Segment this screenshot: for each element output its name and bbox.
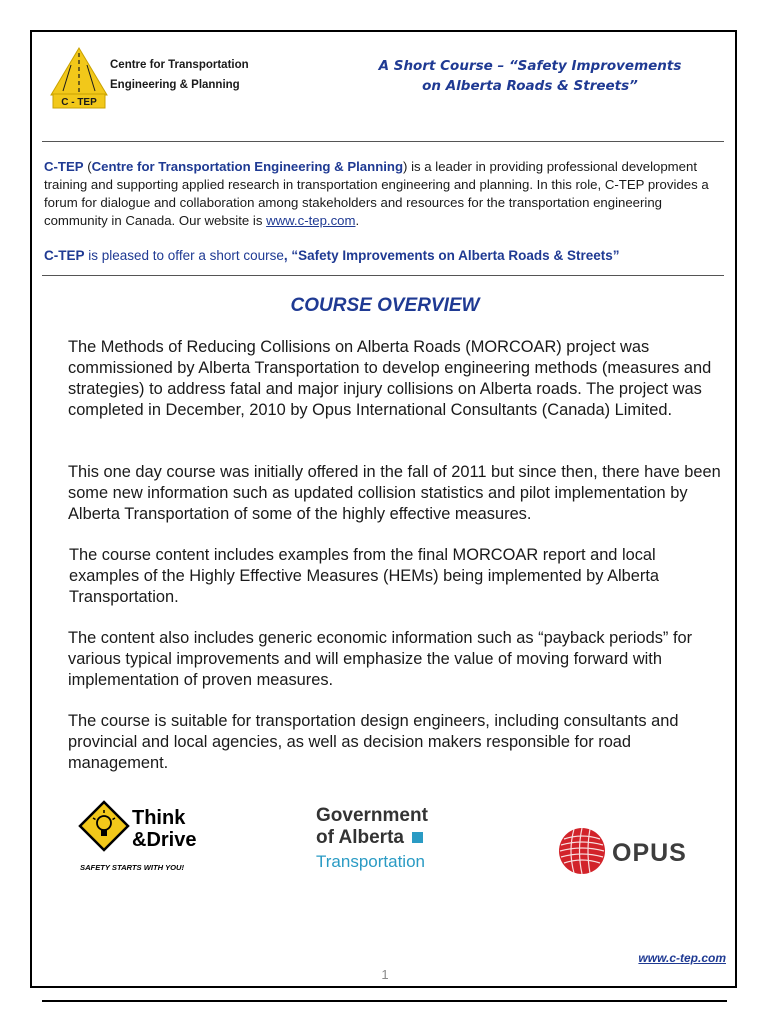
overview-paragraph: The course is suitable for transportation design engineers, including consultants and provincial and local agencies, as well as decision makers responsible for road management. [68,712,679,772]
intro-open-paren: ( [83,159,92,174]
offer-ctep: C-TEP [44,248,85,263]
gov-logo-line-2 [316,827,423,849]
divider-middle [42,275,724,276]
think-drive-line-2: &Drive [132,829,197,851]
ctep-logo [45,45,265,113]
logo-line-2: Engineering & Planning [110,79,240,91]
opus-wordmark: OPUS [612,839,687,867]
alberta-square-icon [412,832,423,843]
intro-paragraph [44,158,724,230]
intro-close-paren: ) [403,159,408,174]
page-number: 1 [381,967,389,982]
intro-ctep: C-TEP [44,159,84,174]
government-of-alberta-logo [316,805,456,875]
overview-paragraph: The content also includes generic economic information such as “payback periods” for various typical improvements and will emphasize the value of moving forward with implementation of proven measures. [68,629,693,689]
offer-course-title: , “Safety Improvements on Alberta Roads & Streets” [283,248,620,263]
think-drive-line-1: Think [132,807,186,829]
intro-full-name: Centre for Transportation Engineering & Planning [91,159,404,174]
divider-top [42,141,724,142]
warning-sign-icon [80,802,128,850]
ctep-logo-badge: C - TEP [61,97,97,108]
gov-logo-line-3: Transportation [316,852,425,871]
intro-text: is a leader in providing professional development training and supporting applied research in transportation engineering and planning. In this role, C-TEP provides a forum for dialogue and collaboration among stakeholders and resources for the transportation engineering community in Canada. Our website is [44,159,709,228]
intro-website-link[interactable]: www.c-tep.com [266,213,356,228]
overview-paragraph: The course content includes examples from the final MORCOAR report and local examples of the Highly Effective Measures (HEMs) being implemented by Alberta Transportation. [69,546,660,606]
offer-line [44,247,724,265]
course-title-line-1: A Short Course – “Safety Improvements [378,58,682,74]
overview-paragraph: The Methods of Reducing Collisions on Alberta Roads (MORCOAR) project was commissioned by Alberta Transportation to develop engineering methods (measures and strategies) to address fatal and major injury collisions on Alberta roads. The project was completed in December, 2010 by Opus International Consultants (Canada) Limited. [68,338,712,419]
bottom-rule [42,1000,727,1002]
gov-logo-line-1: Government [316,805,428,826]
gov-logo-line-2-text: of Alberta [316,827,404,848]
think-drive-tagline: SAFETY STARTS WITH YOU! [80,863,185,872]
opus-globe-icon [556,825,608,877]
logo-line-1: Centre for Transportation [110,59,249,71]
opus-logo [556,825,706,880]
think-drive-logo [78,800,208,875]
intro-period: . [355,213,360,228]
footer-website-link[interactable]: www.c-tep.com [638,951,726,965]
course-title [345,56,715,96]
overview-paragraph: This one day course was initially offered in the fall of 2011 but since then, there have been some new information such as updated collision statistics and pilot implementation by Alberta Transportation of some of the highly effective measures. [68,463,721,523]
offer-text: is pleased to offer a short course [84,248,284,263]
ctep-cone-icon [45,45,115,113]
course-title-line-2: on Alberta Roads & Streets” [422,78,638,94]
course-overview-heading: COURSE OVERVIEW [290,295,480,316]
